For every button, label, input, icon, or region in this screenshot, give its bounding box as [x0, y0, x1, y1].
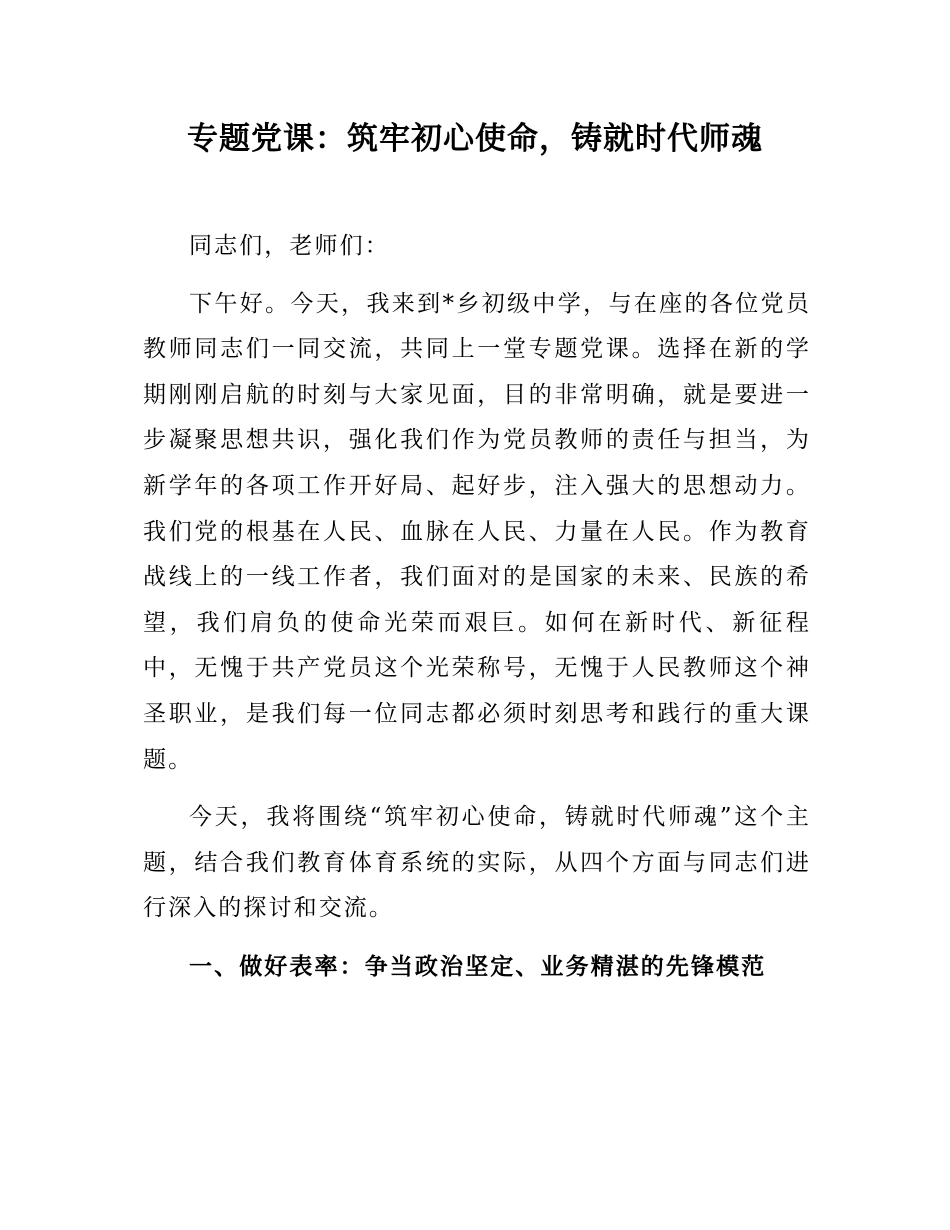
opening-paragraph: 下午好。今天，我来到*乡初级中学，与在座的各位党员教师同志们一同交流，共同上一堂专题党课。选择在新的学期刚刚启航的时刻与大家见面，目的非常明确，就是要进一步凝聚思想共识，强化我们作为党员教师的责任与担当，为新学年的各项工作开好局、起好步，注入强大的思想动力。我们党的根基在人民、血脉在人民、力量在人民。作为教育战线上的一线工作者，我们面对的是国家的未来、民族的希望，我们肩负的使命光荣而艰巨。如何在新时代、新征程中，无愧于共产党员这个光荣称号，无愧于人民教师这个神圣职业，是我们每一位同志都必须时刻思考和践行的重大课题。 [143, 290, 811, 773]
greeting-paragraph: 同志们，老师们： [189, 233, 390, 259]
document-body [143, 224, 811, 990]
document-title: 专题党课：筑牢初心使命，铸就时代师魂 [187, 121, 763, 157]
theme-paragraph: 今天，我将围绕“筑牢初心使命，铸就时代师魂”这个主题，结合我们教育体育系统的实际，从四个方面与同志们进行深入的探讨和交流。 [143, 804, 811, 922]
section-heading: 一、做好表率：争当政治坚定、业务精湛的先锋模范 [189, 952, 767, 980]
